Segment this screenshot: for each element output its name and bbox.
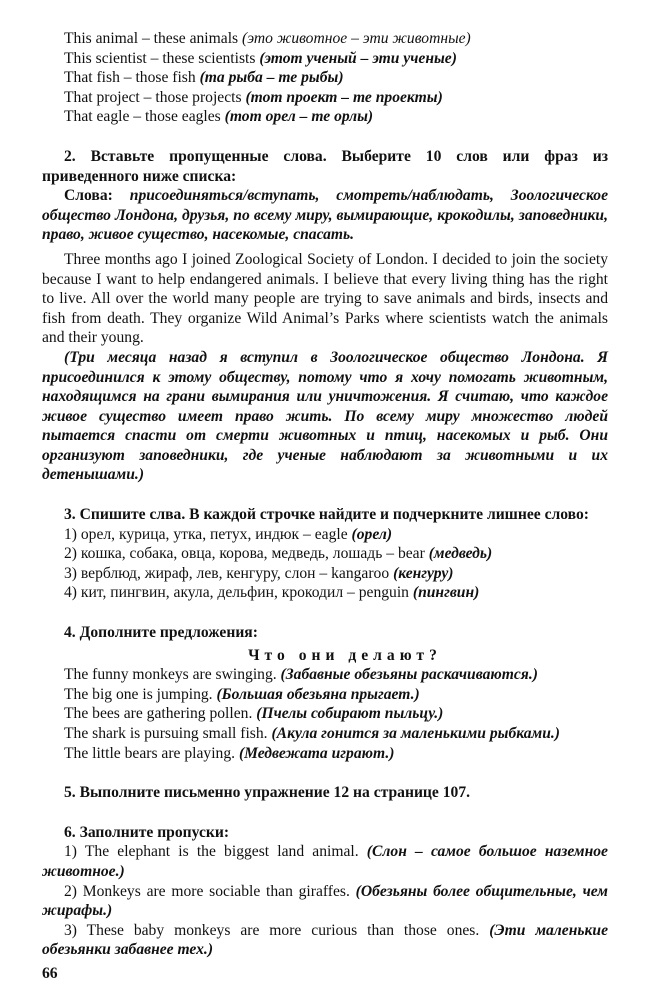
section-5-heading: 5. Выполните письменно упражнение 12 на странице 107. [64, 784, 471, 802]
list-item [42, 882, 608, 921]
list-item [42, 724, 608, 744]
english-text: 2) Monkeys are more sociable than giraffes. [64, 882, 350, 900]
section-heading: 2. Вставьте пропущенные слова. Выберите 10 слов или фраз из приведенного ниже списка: [42, 147, 608, 185]
english-text: The bees are gathering pollen. [64, 705, 253, 723]
english-text: That project – those projects [64, 88, 242, 106]
english-text: The little bears are playing. [64, 744, 236, 762]
list-item [42, 68, 608, 88]
words-label: Слова: [64, 187, 113, 205]
list-item [42, 525, 608, 545]
section-subtitle: Что они делают? [248, 646, 442, 664]
section-heading: 3. Спишите слва. В каждой строчке найдите и подчеркните лишнее слово: [64, 506, 589, 524]
list-item [42, 704, 608, 724]
section-2 [42, 147, 608, 485]
russian-translation: (Эти маленькие обезьянки забавнее тех.) [42, 921, 609, 959]
russian-translation: (это животное – эти животные) [242, 30, 471, 47]
english-text: The shark is pursuing small fish. [64, 725, 268, 742]
paragraph-translation: (Три месяца назад я вступил в Зоологическое общество Лондона. Я присоединился к этому обществу, потому что я хочу помогать животным, находящимся на грани вымирания или уничтожения. Я считаю, что каждое живое существо имеет право жить. По всему миру множество людей пытается спасти от смерти животных и птиц, насекомых и рыб. Они организуют заповедники, где ученые наблюдают за животными и их детенышами.) [42, 348, 608, 484]
section-6 [42, 823, 608, 960]
list-item [42, 921, 608, 960]
list-item [42, 744, 608, 764]
english-text: This scientist – these scientists [64, 49, 256, 67]
russian-translation: (Пчелы собирают пыльцу.) [256, 705, 444, 723]
list-item [42, 564, 608, 584]
translation: (медведь) [428, 545, 493, 563]
word-row: 1) орел, курица, утка, петух, индюк – [64, 525, 311, 543]
words: присоединяться/вступать, смотреть/наблюдать, Зоологическое общество Лондона, друзья, по всему миру, вымирающие, крокодилы, заповедники, право, живое существо, насекомые, спасать. [42, 187, 608, 244]
word-row: 4) кит, пингвин, акула, дельфин, крокодил – [64, 584, 355, 602]
word-list [42, 186, 608, 245]
russian-translation: (та рыба – те рыбы) [199, 69, 344, 87]
list-item [42, 107, 608, 127]
russian-translation: (Обезьяны более общительные, чем жирафы.) [42, 882, 608, 920]
russian-translation: (Акула гонится за маленькими рыбками.) [271, 725, 560, 742]
english-text: The big one is jumping. [64, 685, 213, 703]
word-row: 3) верблюд, жираф, лев, кенгуру, слон – [64, 564, 328, 582]
translation: (пингвин) [412, 584, 480, 602]
english-text: That fish – those fish [64, 69, 196, 87]
list-item [42, 49, 608, 69]
spacer [42, 127, 608, 147]
spacer [42, 485, 608, 505]
list-item [42, 544, 608, 564]
word-row: 2) кошка, собака, овца, корова, медведь, лошадь – [64, 545, 395, 563]
spacer [42, 603, 608, 623]
list-item [42, 583, 608, 603]
english-text: The funny monkeys are swinging. [64, 666, 277, 684]
spacer [42, 803, 608, 823]
paragraph-text: Three months ago I joined Zoological Society of London. I decided to join the society because I want to help endangered animals. I believe that every living thing has the right to live. All over the world many people are trying to save animals and birds, insects and fish from death. They organize Wild Animal’s Parks where scientists watch the animals and their young. [42, 250, 608, 347]
russian-translation: (Забавные обезьяны раскачиваются.) [280, 666, 538, 684]
spacer [42, 763, 608, 783]
odd-word: bear [397, 545, 425, 563]
list-item [42, 88, 608, 108]
russian-translation: (Слон – самое большое наземное животное.) [42, 843, 608, 880]
section-1 [42, 29, 608, 127]
list-item [42, 29, 608, 49]
russian-translation: (тот проект – те проекты) [245, 88, 443, 106]
list-item [42, 685, 608, 705]
textbook-page [42, 29, 608, 984]
russian-translation: (Большая обезьяна прыгает.) [216, 685, 420, 703]
translation: (кенгуру) [393, 564, 454, 582]
english-text: That eagle – those eagles [64, 108, 221, 126]
translation: (орел) [351, 525, 393, 543]
section-heading: 4. Дополните предложения: [64, 624, 258, 642]
russian-translation: (Медвежата играют.) [238, 744, 395, 762]
list-item [42, 842, 608, 881]
english-text: 3) These baby monkeys are more curious than those ones. [64, 921, 480, 939]
english-text: 1) The elephant is the biggest land animal. [64, 843, 359, 861]
section-4 [42, 623, 608, 763]
section-3 [42, 505, 608, 603]
english-text: This animal – these animals [64, 30, 239, 47]
page-number: 66 [42, 964, 58, 982]
odd-word: eagle [314, 525, 348, 543]
odd-word: penguin [358, 584, 409, 602]
odd-word: kangaroo [331, 564, 390, 582]
section-heading: 6. Заполните пропуски: [64, 823, 230, 841]
list-item [42, 665, 608, 685]
russian-translation: (этот ученый – эти ученые) [259, 49, 457, 67]
russian-translation: (тот орел – те орлы) [224, 108, 374, 126]
